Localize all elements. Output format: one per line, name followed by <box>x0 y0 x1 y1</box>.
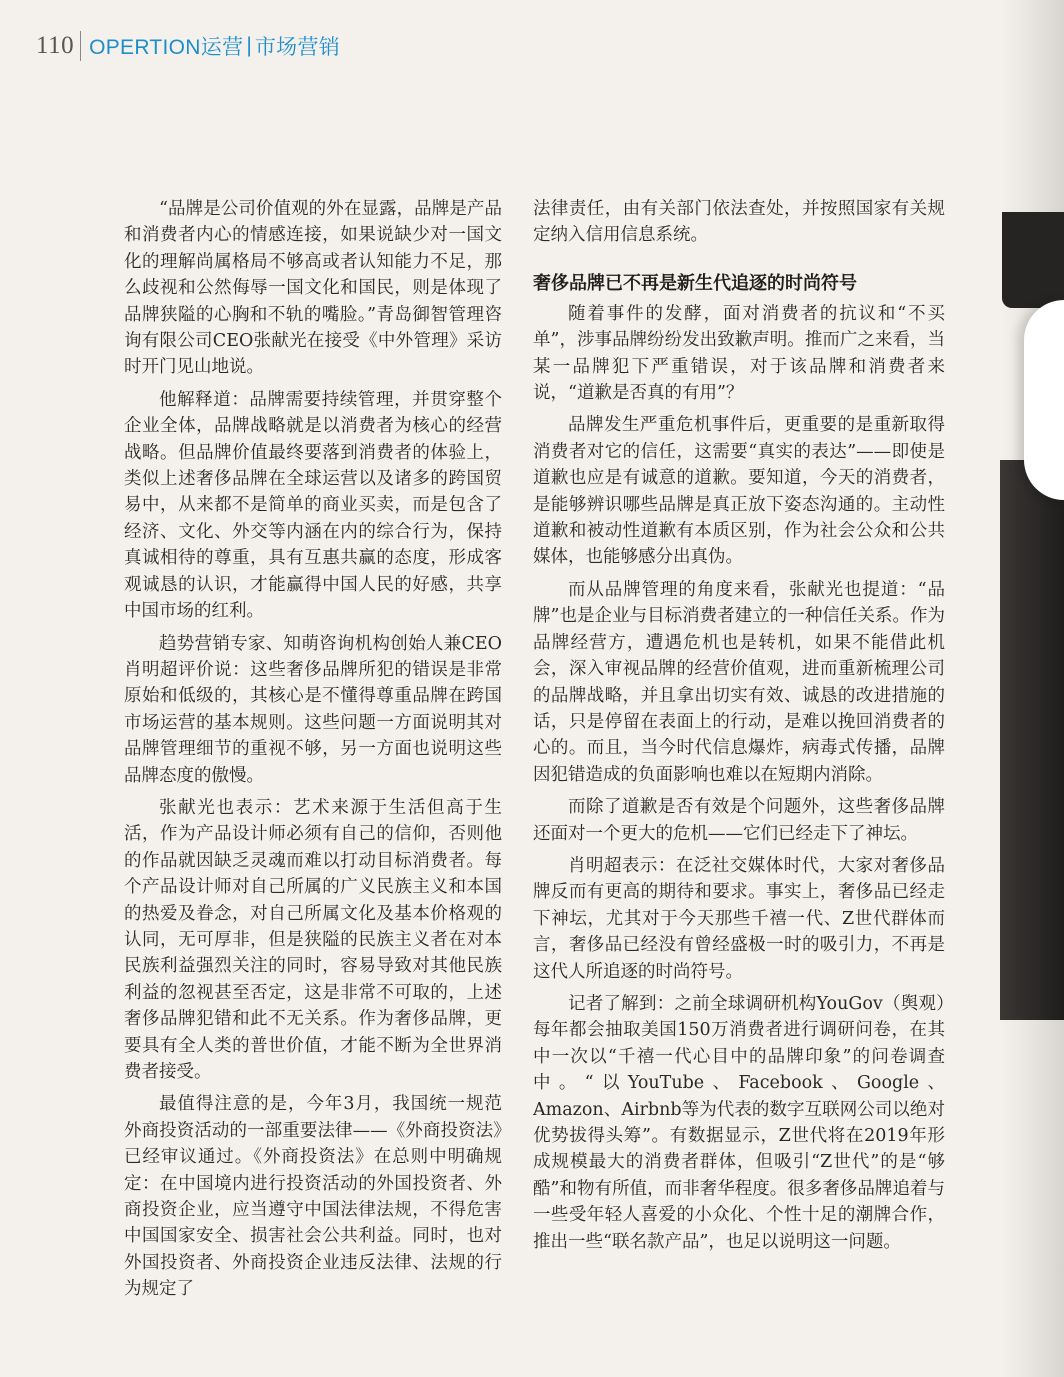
paragraph: 而从品牌管理的角度来看，张献光也提道：“品牌”也是企业与目标消费者建立的一种信任关系。作为品牌经营方，遭遇危机也是转机，如果不能借此机会，深入审视品牌的经营价值观，进而重新梳理公司的品牌战略，并且拿出切实有效、诚恳的改进措施的话，只是停留在表面上的行动，是难以挽回消费者的心的。而且，当今时代信息爆炸，病毒式传播，品牌因犯错造成的负面影响也难以在短期内消除。 <box>533 579 945 785</box>
section-heading: 奢侈品牌已不再是新生代追逐的时尚符号 <box>533 272 857 294</box>
paragraph: 他解释道：品牌需要持续管理，并贯穿整个企业全体，品牌战略就是以消费者为核心的经营战略。但品牌价值最终要落到消费者的体验上，类似上述奢侈品牌在全球运营以及诸多的跨国贸易中，从来都不是简单的商业买卖，而是包含了经济、文化、外交等内涵在内的综合行为，保持真诚相待的尊重，具有互惠共赢的态度，形成客观诚恳的认识，才能赢得中国人民的好感，共享中国市场的红利。 <box>124 389 502 622</box>
paragraph: 而除了道歉是否有效是个问题外，这些奢侈品牌还面对一个更大的危机——它们已经走下了神坛。 <box>533 797 945 844</box>
right-column <box>533 196 945 1261</box>
page-header <box>36 28 340 64</box>
page-edge-shadow <box>1000 460 1064 1020</box>
paragraph: 品牌发生严重危机事件后，更重要的是重新取得消费者对它的信任，这需要“真实的表达”——即使是道歉也应是有诚意的道歉。要知道，今天的消费者，是能够辨识哪些品牌是真正放下姿态沟通的。主动性道歉和被动性道歉有本质区别，作为社会公众和公共媒体，也能够感分出真伪。 <box>533 415 945 568</box>
left-column <box>124 196 502 1309</box>
section-separator: | <box>246 34 252 57</box>
paragraph: 随着事件的发酵，面对消费者的抗议和“不买单”，涉事品牌纷纷发出致歉声明。推而广之来看，当某一品牌犯下严重错误，对于该品牌和消费者来说，“道歉是否真的有用”？ <box>533 303 945 404</box>
paragraph: “品牌是公司价值观的外在显露，品牌是产品和消费者内心的情感连接，如果说缺少对一国文化的理解尚属格局不够高或者认知能力不足，那么歧视和公然侮辱一国文化和国民，则是体现了品牌狭隘的心胸和不轨的嘴脸。”青岛御智管理咨询有限公司CEO张献光在接受《中外管理》采访时开门见山地说。 <box>124 199 502 378</box>
subsection-title: 市场营销 <box>254 36 341 59</box>
page-edge-fold <box>1024 300 1064 500</box>
section-title: OPERTION运营 <box>89 36 244 59</box>
paragraph: 肖明超表示：在泛社交媒体时代，大家对奢侈品牌反而有更高的期待和要求。事实上，奢侈品已经走下神坛，尤其对于今天那些千禧一代、Z世代群体而言，奢侈品已经没有曾经盛极一时的吸引力，不再是这代人所追逐的时尚符号。 <box>533 855 945 982</box>
page-number: 110 <box>36 32 75 59</box>
paragraph: 张献光也表示：艺术来源于生活但高于生活，作为产品设计师必须有自己的信仰，否则他的作品就因缺乏灵魂而难以打动目标消费者。每个产品设计师对自己所属的广义民族主义和本国的热爱及眷念，对自己所属文化及基本价格观的认同，无可厚非，但是狭隘的民族主义者在对本民族利益强烈关注的同时，容易导致对其他民族利益的忽视甚至否定，这是非常不可取的，上述奢侈品牌犯错和此不无关系。作为奢侈品牌，更要具有全人类的普世价值，才能不断为全世界消费者接受。 <box>124 797 502 1082</box>
continued-paragraph: 法律责任，由有关部门依法查处，并按照国家有关规定纳入信用信息系统。 <box>533 199 945 246</box>
page-edge-tab <box>1002 212 1064 308</box>
paragraph: 最值得注意的是，今年3月，我国统一规范外商投资活动的一部重要法律——《外商投资法》已经审议通过。《外商投资法》在总则中明确规定：在中国境内进行投资活动的外国投资者、外商投资企业，应当遵守中国法律法规，不得危害中国国家安全、损害社会公共利益。同时，也对外国投资者、外商投资企业违反法律、法规的行为规定了 <box>124 1094 502 1300</box>
paragraph: 趋势营销专家、知萌咨询机构创始人兼CEO肖明超评价说：这些奢侈品牌所犯的错误是非常原始和低级的，其核心是不懂得尊重品牌在跨国市场运营的基本规则。这些问题一方面说明其对品牌管理细节的重视不够，另一方面也说明这些品牌态度的傲慢。 <box>124 633 502 786</box>
paragraph: 记者了解到：之前全球调研机构YouGov（舆观）每年都会抽取美国150万消费者进行调研问卷，在其中一次以“千禧一代心目中的品牌印象”的问卷调查中。“以YouTube、Facebook、Google、Amazon、Airbnb等为代表的数字互联网公司以绝对优势拔得头筹”。有数据显示，Z世代将在2019年形成规模最大的消费者群体，但吸引“Z世代”的是“够酷”和物有所值，而非奢华程度。很多奢侈品牌追着与一些受年轻人喜爱的小众化、个性十足的潮牌合作，推出一些“联名款产品”，也足以说明这一问题。 <box>533 993 945 1252</box>
header-divider <box>80 31 81 61</box>
